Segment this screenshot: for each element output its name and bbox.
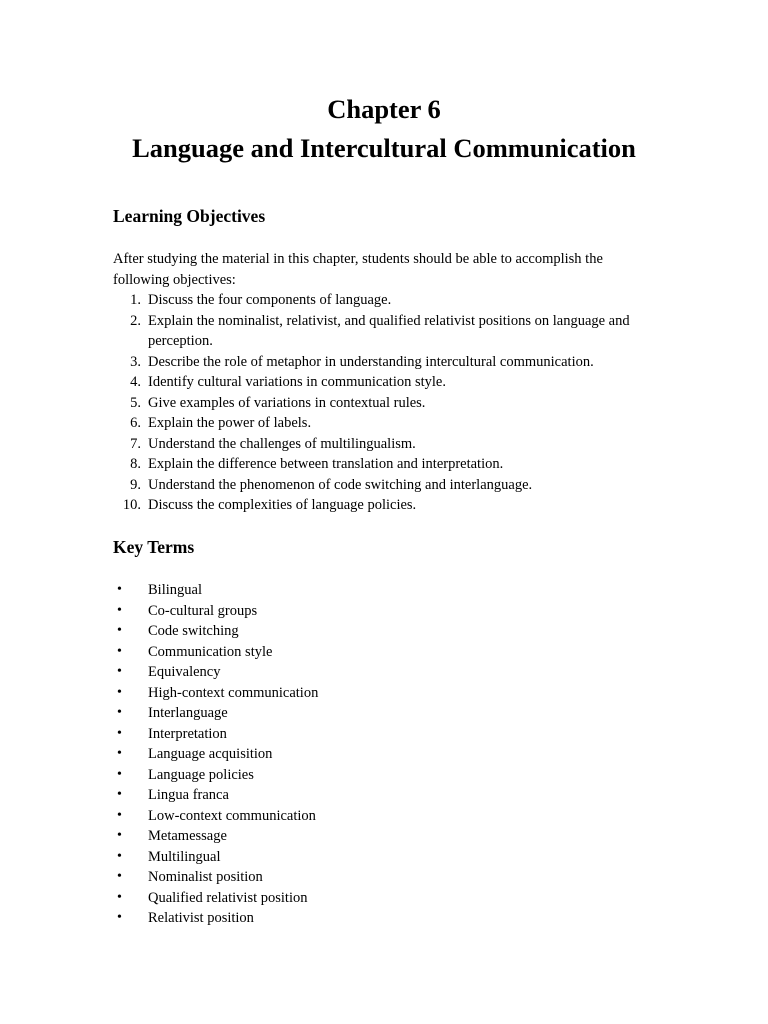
objectives-intro: After studying the material in this chapter, students should be able to accomplish the following objectives: <box>113 251 603 288</box>
objectives-list <box>113 290 673 516</box>
objective-item <box>113 475 673 496</box>
bullet-icon: • <box>117 807 122 823</box>
key-term-item <box>113 601 513 622</box>
key-term-text: Interpretation <box>148 725 227 742</box>
key-term-item <box>113 662 513 683</box>
key-term-item <box>113 621 513 642</box>
chapter-title: Language and Intercultural Communication <box>132 133 636 163</box>
objective-text: Describe the role of metaphor in understanding intercultural communication. <box>148 353 594 370</box>
key-term-item <box>113 867 513 888</box>
objective-text: Discuss the four components of language. <box>148 292 392 308</box>
key-term-item <box>113 806 513 827</box>
key-term-text: Communication style <box>148 643 273 660</box>
bullet-icon: • <box>117 684 122 700</box>
key-term-text: Multilingual <box>148 848 221 865</box>
key-terms-heading: Key Terms <box>113 537 195 557</box>
key-term-item <box>113 765 513 786</box>
key-term-text: Code switching <box>148 623 239 639</box>
bullet-icon: • <box>117 725 122 741</box>
key-term-text: Language policies <box>148 766 254 783</box>
key-term-text: Co-cultural groups <box>148 602 258 619</box>
objective-item <box>113 434 673 455</box>
bullet-icon: • <box>117 828 122 843</box>
bullet-icon: • <box>117 643 122 659</box>
key-term-item <box>113 580 513 601</box>
bullet-icon: • <box>117 889 122 905</box>
objective-number: 5. <box>130 394 141 411</box>
objective-item <box>113 311 673 352</box>
bullet-icon: • <box>117 910 122 925</box>
bullet-icon: • <box>117 787 122 802</box>
key-term-item <box>113 744 513 765</box>
objective-text: Explain the nominalist, relativist, and qualified relativist positions on language and perception. <box>148 312 630 349</box>
key-term-item <box>113 785 513 806</box>
objective-number: 1. <box>130 292 141 308</box>
key-term-text: Interlanguage <box>148 705 228 721</box>
bullet-icon: • <box>117 766 122 782</box>
key-term-item <box>113 826 513 847</box>
objective-text: Understand the challenges of multilingualism. <box>148 435 416 452</box>
key-term-item <box>113 683 513 704</box>
key-term-item <box>113 703 513 724</box>
key-term-text: Low-context communication <box>148 807 316 824</box>
objective-text: Discuss the complexities of language policies. <box>148 497 417 513</box>
key-term-text: Nominalist position <box>148 869 263 885</box>
objective-text: Understand the phenomenon of code switching and interlanguage. <box>148 476 533 493</box>
objective-number: 7. <box>130 435 141 452</box>
objective-number: 6. <box>130 415 141 431</box>
objective-text: Give examples of variations in contextual rules. <box>148 394 426 411</box>
key-term-text: High-context communication <box>148 684 319 701</box>
objective-number: 10. <box>122 497 141 513</box>
objective-text: Explain the power of labels. <box>148 415 312 431</box>
objective-number: 3. <box>130 353 141 370</box>
key-term-text: Metamessage <box>148 828 227 844</box>
objective-item <box>113 393 673 414</box>
key-term-text: Qualified relativist position <box>148 889 308 906</box>
bullet-icon: • <box>117 705 122 720</box>
objective-number: 8. <box>130 456 141 472</box>
key-term-item <box>113 642 513 663</box>
key-term-text: Relativist position <box>148 910 254 926</box>
bullet-icon: • <box>117 602 122 618</box>
objective-item <box>113 372 673 393</box>
objective-number: 9. <box>130 476 141 493</box>
key-term-item <box>113 724 513 745</box>
key-term-item <box>113 908 513 929</box>
chapter-number: Chapter 6 <box>327 94 441 124</box>
objective-text: Explain the difference between translation and interpretation. <box>148 456 504 472</box>
key-terms-list <box>113 580 513 929</box>
bullet-icon: • <box>117 848 122 864</box>
objective-item <box>113 290 673 311</box>
bullet-icon: • <box>117 869 122 884</box>
key-term-text: Lingua franca <box>148 787 229 803</box>
key-term-text: Language acquisition <box>148 746 273 762</box>
bullet-icon: • <box>117 582 122 597</box>
objective-item <box>113 413 673 434</box>
key-term-text: Equivalency <box>148 664 221 680</box>
learning-objectives-heading: Learning Objectives <box>113 206 266 226</box>
key-term-text: Bilingual <box>148 582 202 598</box>
key-term-item <box>113 888 513 909</box>
objective-number: 2. <box>130 312 141 329</box>
bullet-icon: • <box>117 623 122 638</box>
objective-item <box>113 352 673 373</box>
bullet-icon: • <box>117 746 122 761</box>
objective-text: Identify cultural variations in communication style. <box>148 374 446 390</box>
bullet-icon: • <box>117 664 122 679</box>
objective-item <box>113 495 673 516</box>
objective-number: 4. <box>130 374 141 390</box>
key-term-item <box>113 847 513 868</box>
objective-item <box>113 454 673 475</box>
